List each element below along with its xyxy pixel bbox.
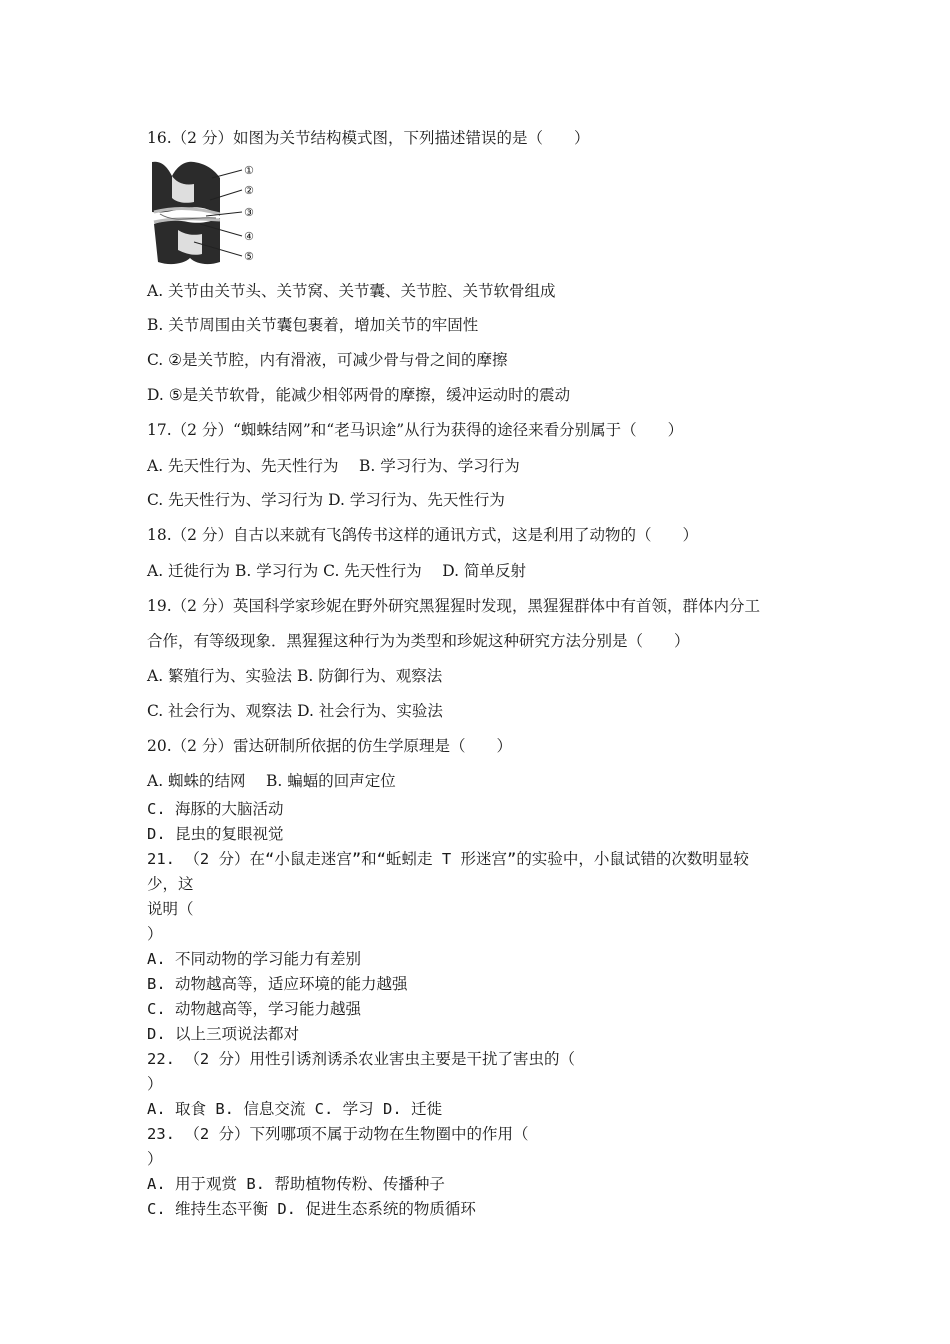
q17-option-cd: C. 先天性行为、学习行为 D. 学习行为、先天性行为 xyxy=(147,491,505,509)
q20-option-d: D. 昆虫的复眼视觉 xyxy=(147,825,284,843)
figure-label-2: ② xyxy=(244,184,254,197)
q22-options: A. 取食 B. 信息交流 C. 学习 D. 迁徙 xyxy=(147,1100,442,1118)
figure-label-5: ⑤ xyxy=(244,250,254,263)
q21-stem-line1: 21. （2 分）在“小鼠走迷宫”和“蚯蚓走 T 形迷宫”的实验中，小鼠试错的次数明显较 xyxy=(147,850,749,868)
q19-option-cd: C. 社会行为、观察法 D. 社会行为、实验法 xyxy=(147,702,443,720)
q23-option-cd: C. 维持生态平衡 D. 促进生态系统的物质循环 xyxy=(147,1200,476,1218)
q21-option-a: A. 不同动物的学习能力有差别 xyxy=(147,950,361,968)
figure-label-3: ③ xyxy=(244,206,254,219)
joint-structure-diagram xyxy=(150,158,262,270)
q19-stem-line1: 19.（2 分）英国科学家珍妮在野外研究黑猩猩时发现，黑猩猩群体中有首领，群体内分工 xyxy=(147,597,760,615)
q20-option-ab: A. 蜘蛛的结网 B. 蝙蝠的回声定位 xyxy=(147,772,396,790)
q23-option-ab: A. 用于观赏 B. 帮助植物传粉、传播种子 xyxy=(147,1175,445,1193)
q21-stem-line4: ） xyxy=(147,925,163,943)
q16-option-c: C. ②是关节腔，内有滑液，可减少骨与骨之间的摩擦 xyxy=(147,351,508,369)
q19-stem-line2: 合作，有等级现象．黑猩猩这种行为为类型和珍妮这种研究方法分别是（ ） xyxy=(147,632,690,650)
q16-option-b: B. 关节周围由关节囊包裹着，增加关节的牢固性 xyxy=(147,316,479,334)
q18-stem: 18.（2 分）自古以来就有飞鸽传书这样的通讯方式，这是利用了动物的（ ） xyxy=(147,526,698,544)
q18-options: A. 迁徙行为 B. 学习行为 C. 先天性行为 D. 简单反射 xyxy=(147,562,526,580)
q21-option-c: C. 动物越高等，学习能力越强 xyxy=(147,1000,361,1018)
q19-option-ab: A. 繁殖行为、实验法 B. 防御行为、观察法 xyxy=(147,667,443,685)
q16-option-a: A. 关节由关节头、关节窝、关节囊、关节腔、关节软骨组成 xyxy=(147,282,556,300)
q23-stem-line1: 23. （2 分）下列哪项不属于动物在生物圈中的作用（ xyxy=(147,1125,529,1143)
q22-stem-line2: ） xyxy=(147,1075,163,1093)
q16-stem: 16.（2 分）如图为关节结构模式图，下列描述错误的是（ ） xyxy=(147,129,590,147)
q21-stem-line3: 说明（ xyxy=(147,900,194,918)
q16-option-d: D. ⑤是关节软骨，能减少相邻两骨的摩擦，缓冲运动时的震动 xyxy=(147,386,571,404)
q23-stem-line2: ） xyxy=(147,1150,163,1168)
figure-label-4: ④ xyxy=(244,230,254,243)
q21-option-d: D. 以上三项说法都对 xyxy=(147,1025,299,1043)
q17-option-ab: A. 先天性行为、先天性行为 B. 学习行为、学习行为 xyxy=(147,457,520,475)
q21-option-b: B. 动物越高等，适应环境的能力越强 xyxy=(147,975,408,993)
q20-stem: 20.（2 分）雷达研制所依据的仿生学原理是（ ） xyxy=(147,737,512,755)
q20-option-c: C. 海豚的大脑活动 xyxy=(147,800,284,818)
q21-stem-line2: 少，这 xyxy=(147,875,194,893)
q17-stem: 17.（2 分）“蜘蛛结网”和“老马识途”从行为获得的途径来看分别属于（ ） xyxy=(147,421,684,439)
q22-stem-line1: 22. （2 分）用性引诱剂诱杀农业害虫主要是干扰了害虫的（ xyxy=(147,1050,575,1068)
figure-label-1: ① xyxy=(244,164,254,177)
